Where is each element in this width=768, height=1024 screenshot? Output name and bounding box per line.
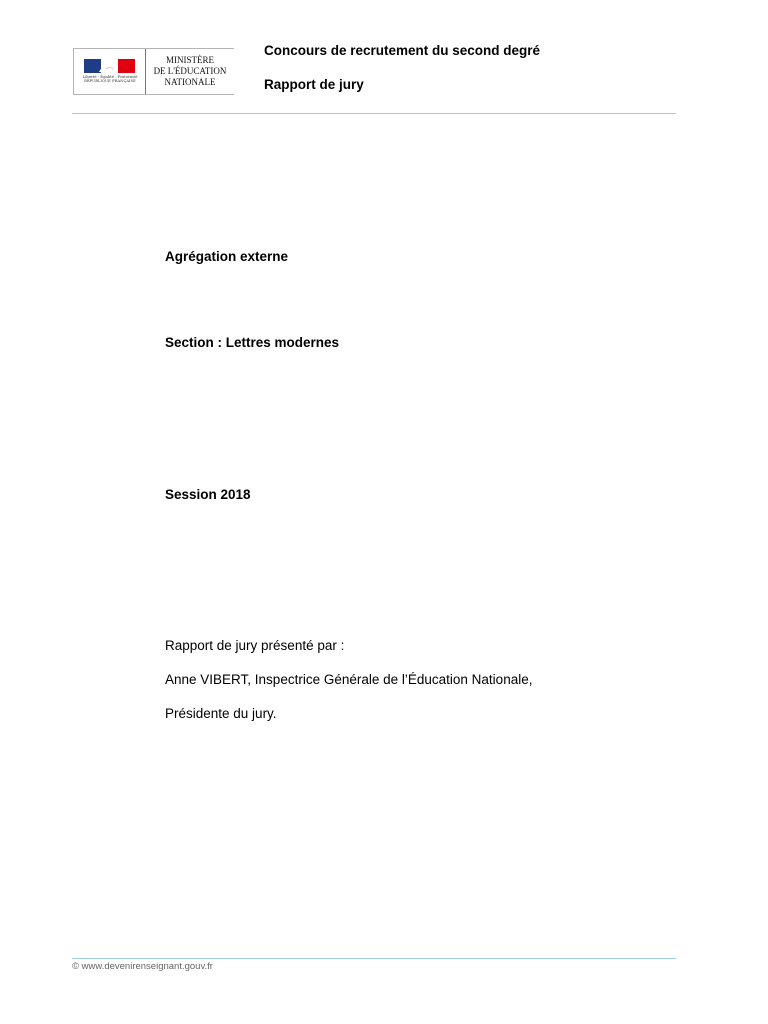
section-title: Section : Lettres modernes (165, 335, 340, 350)
footer-divider (72, 958, 676, 959)
ministry-name: MINISTÈRE DE L'ÉDUCATION NATIONALE (153, 55, 227, 87)
ministry-logo (73, 48, 234, 95)
role-line: Présidente du jury. (165, 706, 277, 721)
logo-divider (145, 49, 146, 94)
logo-motto: Liberté · Égalité · Fraternité RÉPUBLIQUE FRANÇAISE (82, 74, 138, 83)
author-line: Anne VIBERT, Inspectrice Générale de l’Éducation Nationale, (165, 672, 533, 687)
exam-title: Agrégation externe (165, 249, 289, 264)
session-title: Session 2018 (165, 487, 251, 502)
header-title: Concours de recrutement du second degré (264, 43, 541, 58)
footer-copyright: © www.devenirenseignant.gouv.fr (72, 961, 213, 972)
header-subtitle: Rapport de jury (264, 77, 364, 92)
header-divider (72, 113, 676, 114)
presented-by-label: Rapport de jury présenté par : (165, 638, 345, 653)
